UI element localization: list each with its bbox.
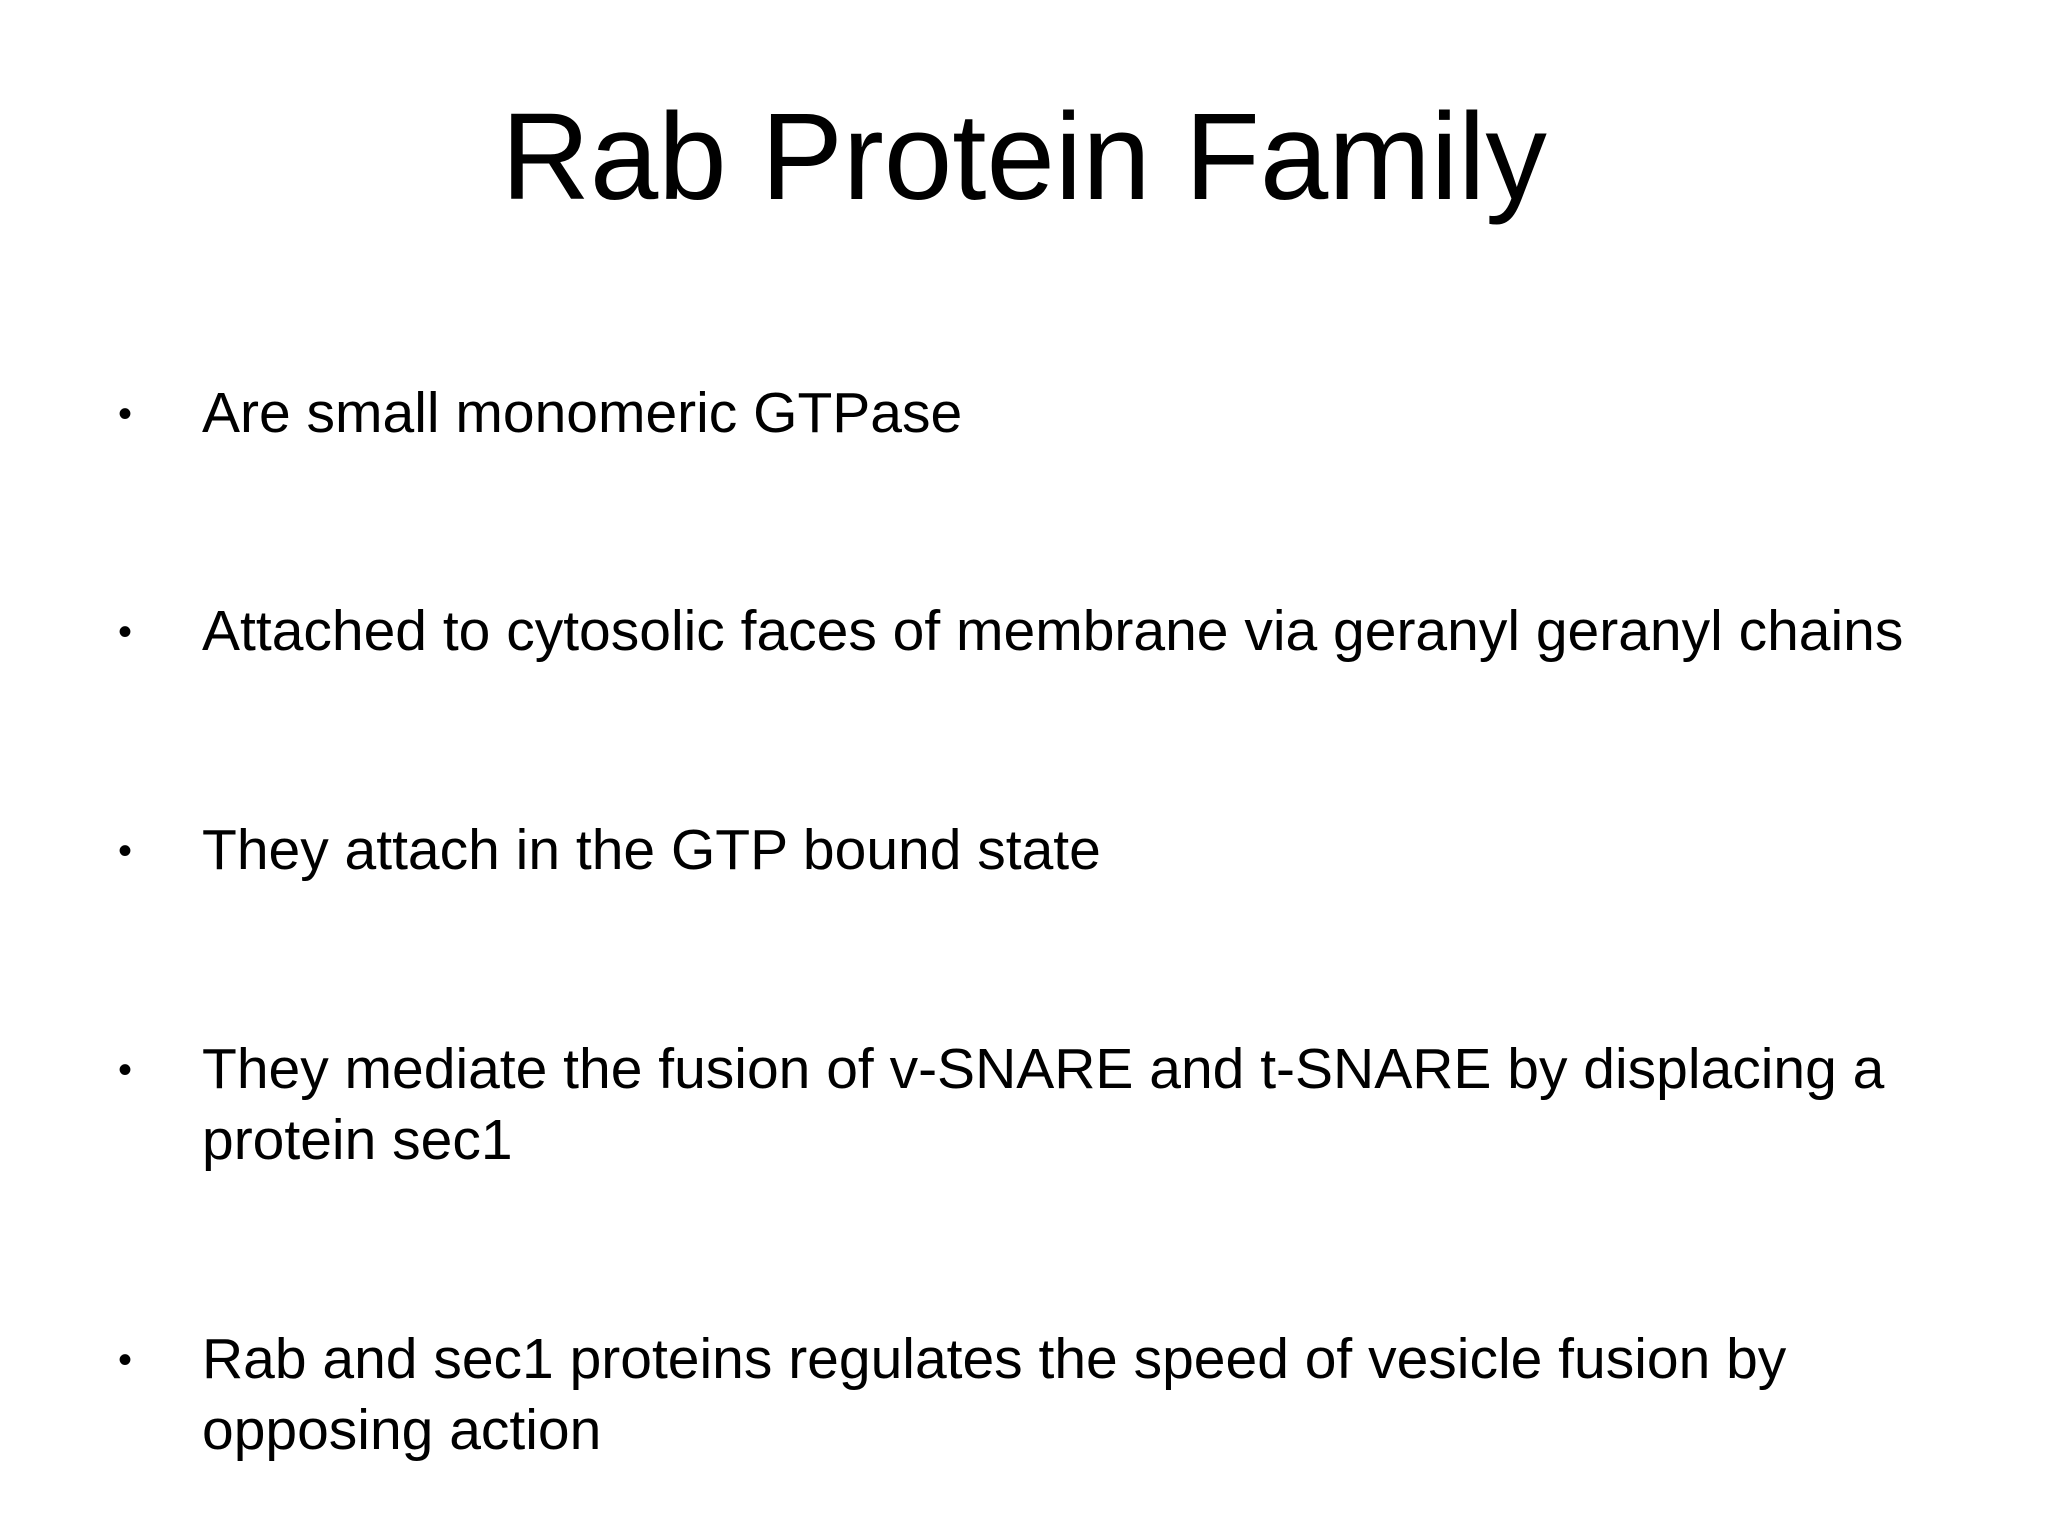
bullet-text: Rab and sec1 proteins regulates the speed of vesicle fusion by opposing action bbox=[202, 1327, 1787, 1462]
bullet-text: They attach in the GTP bound state bbox=[202, 818, 1101, 882]
bullet-icon: • bbox=[118, 829, 133, 873]
bullet-icon: • bbox=[118, 392, 133, 436]
bullet-text: They mediate the fusion of v-SNARE and t-SNARE by displacing a protein sec1 bbox=[202, 1037, 1885, 1172]
bullet-icon: • bbox=[118, 610, 133, 654]
bullet-icon: • bbox=[118, 1338, 133, 1382]
bullet-text: Attached to cytosolic faces of membrane via geranyl geranyl chains bbox=[202, 599, 1904, 663]
slide-title: Rab Protein Family bbox=[501, 89, 1547, 226]
bullet-text: Are small monomeric GTPase bbox=[202, 381, 963, 445]
bullet-icon: • bbox=[118, 1048, 133, 1092]
